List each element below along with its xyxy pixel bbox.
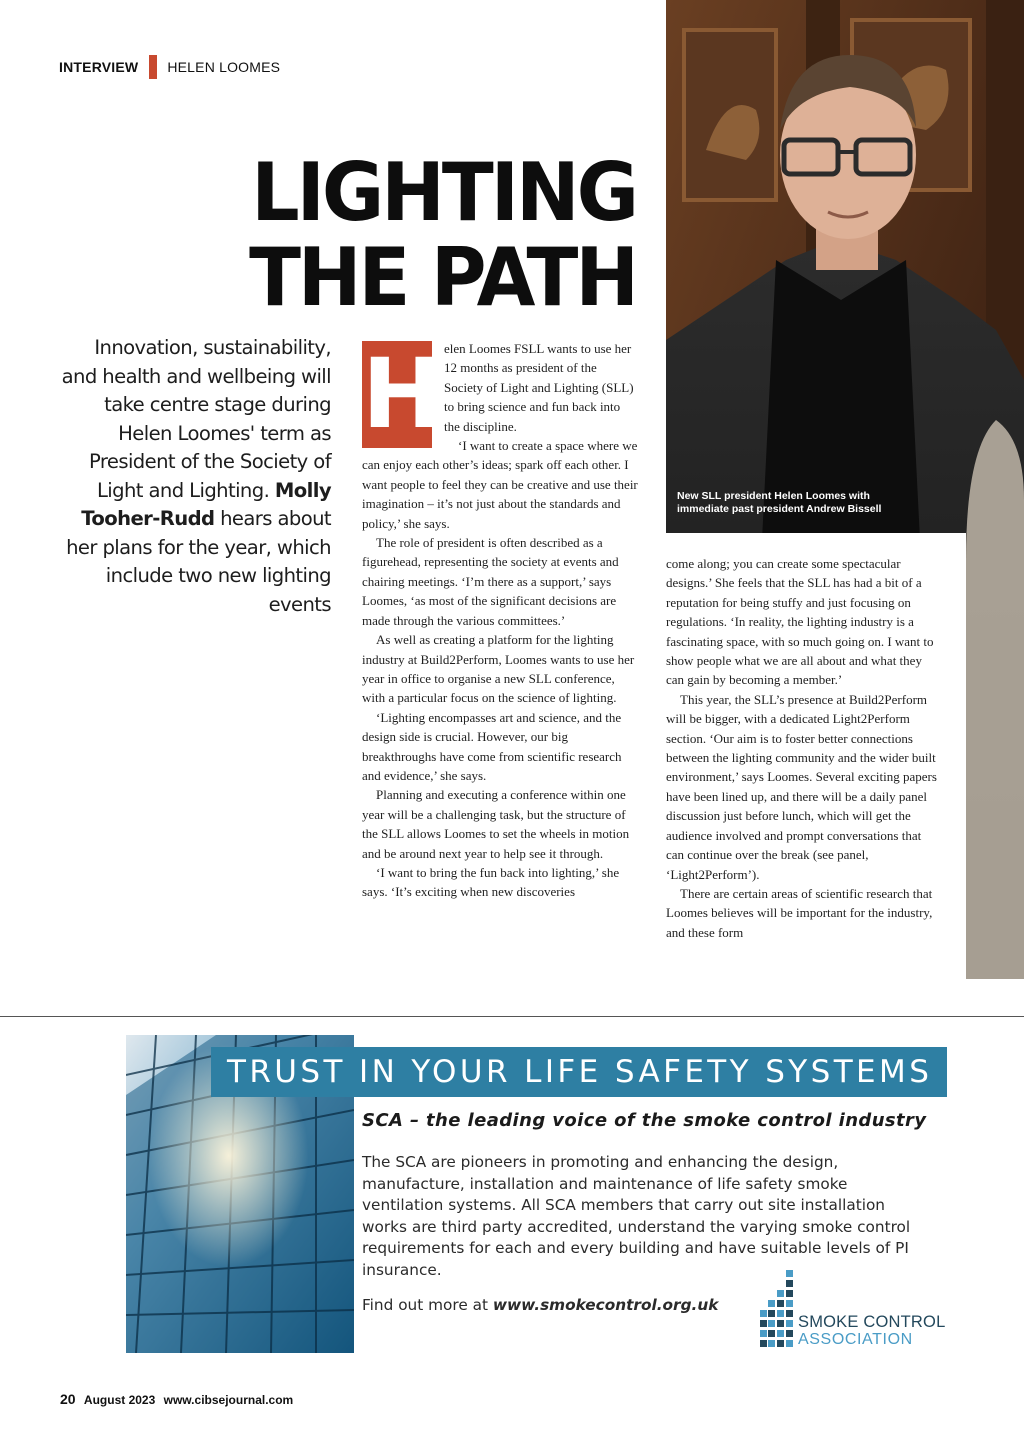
paragraph: There are certain areas of scientific research that Loomes believes will be important for the industry, and these form <box>666 885 933 940</box>
sca-logo-line-2: ASSOCIATION <box>798 1331 913 1348</box>
section-divider-bar <box>149 55 157 79</box>
page-footer <box>60 1391 293 1407</box>
paragraph: elen Loomes FSLL wants to use her 12 months as president of the Society of Light and Lighting (SLL) to bring science and fun back into the discipline. <box>444 341 634 434</box>
photo-caption: New SLL president Helen Loomes with immediate past president Andrew Bissell <box>677 490 882 515</box>
page-number: 20 <box>60 1391 76 1407</box>
paragraph: Planning and executing a conference within one year will be a challenging task, but the structure of the SLL allows Loomes to set the wheels in motion and be around next year to help see it through. <box>362 787 630 861</box>
standfirst-author: Molly Tooher-Rudd <box>81 478 331 530</box>
advert-divider <box>0 1016 1024 1017</box>
advert-tagline: SCA – the leading voice of the smoke control industry <box>362 1110 927 1131</box>
advert-website-link[interactable]: www.smokecontrol.org.uk <box>492 1296 719 1314</box>
paragraph: As well as creating a platform for the lighting industry at Build2Perform, Loomes wants to use her year in office to organise a new SLL conference, with a particular focus on the science of lighting. <box>362 632 635 706</box>
advert-cta <box>362 1294 782 1316</box>
paragraph: come along; you can create some spectacular designs.’ She feels that the SLL has had a bit of a reputation for being stuffy and just focusing on regulations. ‘In reality, the lighting industry is a fascinating space, with so much going on. I want to show people what we are all about and what they can gain by becoming a member.’ <box>666 556 934 688</box>
paragraph: This year, the SLL’s presence at Build2Perform will be bigger, with a dedicated Light2Perform section. ‘Our aim is to foster better connections between the lighting community and the wider built environment,’ says Loomes. Several exciting papers have been lined up, and there will be a daily panel discussion just before lunch, which will get the audience involved and prompt conversations that can continue over the break (see panel, ‘Light2Perform’). <box>666 691 937 882</box>
section-subject: HELEN LOOMES <box>167 59 281 75</box>
drop-cap: H <box>362 338 443 450</box>
advert-banner: TRUST IN YOUR LIFE SAFETY SYSTEMS <box>211 1047 947 1097</box>
section-header <box>59 55 280 79</box>
standfirst-text: Innovation, sustainability, and health and wellbeing will take centre stage during Helen Loomes' term as President of the Society of Light and Lighting. <box>61 336 331 502</box>
paragraph: ‘I want to create a space where we can enjoy each other’s ideas; spark off each other. I want people to feel they can be creative and use their imagination – it’s not just about the standards and policy,’ she says. <box>362 438 638 531</box>
advert-body: The SCA are pioneers in promoting and enhancing the design, manufacture, installation and maintenance of life safety smoke ventilation systems. All SCA members that carry out site installation works are third party accredited, understand the varying smoke control requirements for each and every building and have suitable levels of PI insurance. <box>362 1153 911 1279</box>
article-title <box>150 144 636 324</box>
footer-website: www.cibsejournal.com <box>163 1393 294 1407</box>
article-column-2 <box>666 554 940 942</box>
paragraph: ‘Lighting encompasses art and science, and the design side is crucial. However, our big breakthroughs have come from scientific research and evidence,’ she says. <box>362 709 622 783</box>
paragraph: The role of president is often described as a figurehead, representing the society at events and chairing meetings. ‘I’m there as a support,’ says Loomes, ‘as most of the significant decisions are made through the various committees.’ <box>362 535 619 628</box>
standfirst-text-end: hears about her plans for the year, which include two new lighting events <box>66 507 331 616</box>
issue-date: August 2023 <box>83 1393 156 1407</box>
article-column-1 <box>362 339 638 902</box>
title-line-1: LIGHTING <box>251 144 636 240</box>
advert-cta-prefix: Find out more at <box>362 1296 493 1314</box>
paragraph: ‘I want to bring the fun back into lighting,’ she says. ‘It’s exciting when new discoveries <box>362 864 620 900</box>
standfirst <box>58 334 331 619</box>
sca-logo-line-1: SMOKE CONTROL <box>798 1313 946 1331</box>
section-tag: INTERVIEW <box>59 59 139 75</box>
title-line-2: THE PATH <box>249 229 636 324</box>
